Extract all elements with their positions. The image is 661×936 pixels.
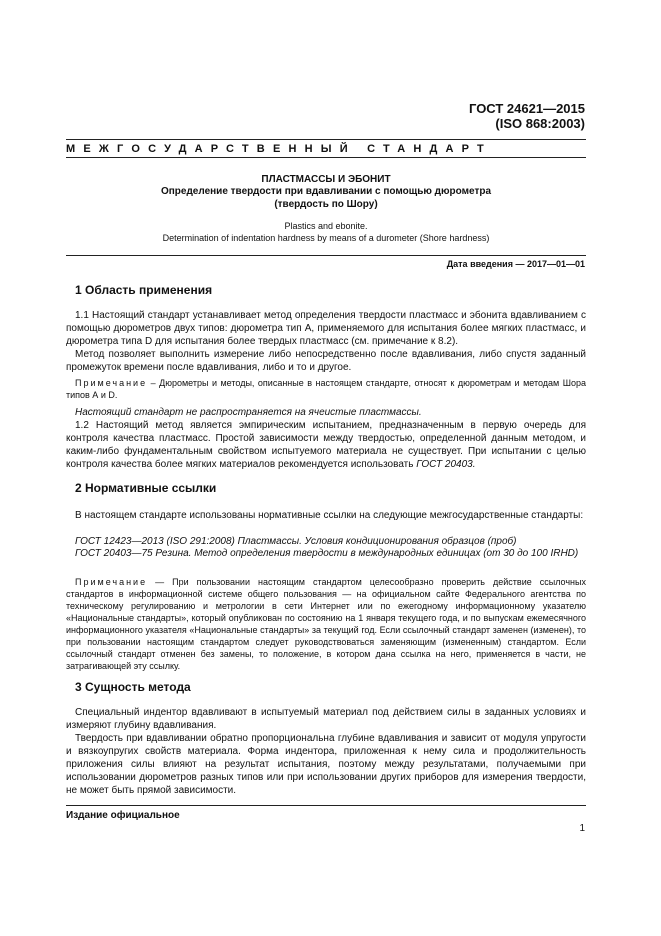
section-1-paragraph-1: 1.1 Настоящий стандарт устанавливает метод определения твердости пластмасс и эбонита вдавливанием с помощью дюрометров двух типов: дюрометра тип А, применяемого для испытания более мягких пластмасс, и дюрометра типа D для испытания более твердых пластмасс (см. примечание к 8.2).	[66, 310, 586, 347]
iso-number: (ISO 868:2003)	[495, 116, 585, 131]
section-2-paragraph-1: В настоящем стандарте использованы нормативные ссылки на следующие межгосударственные стандарты:	[75, 510, 584, 521]
date-rule	[66, 255, 586, 256]
document-title: ПЛАСТМАССЫ И ЭБОНИТ	[261, 174, 391, 185]
footer-rule	[66, 805, 586, 806]
section-1-note	[66, 377, 586, 401]
note-label: Примечание	[75, 577, 148, 587]
interstate-standard-label: МЕЖГОСУДАРСТВЕННЫЙ СТАНДАРТ	[66, 143, 492, 155]
section-3-paragraph-2: Твердость при вдавливании обратно пропорциональна глубине вдавливания и зависит от модуля упругости и вязкоупругих свойств материала. Форма индентора, приложенная к нему сила и продолжительность приложения силы влияют на результат испытания, поэтому между результатами, получаемыми при использовании дюрометров разных типов или при использовании других приборов для измерения твердости, не может быть прямой зависимости.	[66, 733, 586, 796]
subtitle-line-2: (твердость по Шору)	[274, 199, 378, 210]
section-3-paragraph-1: Специальный индентор вдавливают в испытуемый материал под действием силы в заданных условиях и измеряют глубину вдавливания.	[66, 707, 586, 731]
section-1-paragraph-3: Настоящий стандарт не распространяется на ячеистые пластмассы.	[75, 407, 422, 418]
english-title-line-2: Determination of indentation hardness by means of a durometer (Shore hardness)	[162, 233, 490, 243]
section-1-paragraph-2: Метод позволяет выполнить измерение либо непосредственно после вдавливания, либо спустя заданный промежуток времени после вдавливания, либо и то и другое.	[66, 349, 586, 373]
section-3-heading: 3 Сущность метода	[75, 680, 191, 694]
section-1-paragraph-4	[66, 419, 586, 471]
section-2-heading: 2 Нормативные ссылки	[75, 481, 217, 495]
header-rule-top	[66, 139, 586, 140]
standard-number: ГОСТ 24621—2015	[469, 101, 585, 116]
english-title	[66, 220, 586, 244]
section-1-heading: 1 Область применения	[75, 283, 213, 297]
standard-number-block	[469, 101, 585, 131]
paragraph-4-text: 1.2 Настоящий метод является эмпирическим испытанием, предназначенным в первую очередь для контроля качества пластмасс. Простой зависимости между твердостью, определенной данным методом, и каким-либо фундаментальным свойством испытуемого материала не существует. При испытании с целью контроля качества более мягких материалов рекомендуется использовать	[66, 420, 586, 470]
document-subtitle	[66, 185, 586, 211]
official-edition-label: Издание официальное	[66, 810, 180, 821]
date-of-introduction: Дата введения — 2017—01—01	[446, 259, 585, 269]
section-2-note	[66, 576, 586, 672]
section-2-reference-1: ГОСТ 12423—2013 (ISO 291:2008) Пластмассы. Условия кондиционирования образцов (проб)	[75, 536, 517, 547]
note-text: – Дюрометры и методы, описанные в настоящем стандарте, относят к дюрометрам и методам Шора типов А и D.	[66, 378, 586, 400]
subtitle-line-1: Определение твердости при вдавливании с помощью дюрометра	[160, 186, 492, 197]
header-rule-bottom	[66, 157, 586, 158]
note-text: — При пользовании настоящим стандартом целесообразно проверить действие ссылочных стандартов в информационной системе общего пользования — на официальном сайте Федерального агентства по техническому регулированию и метрологии в сети Интернет или по ежегодному информационному указателю «Национальные стандарты», который опубликован по состоянию на 1 января текущего года, и по выпускам ежемесячного информационного указателя «Национальные стандарты» за текущий год. Если ссылочный стандарт заменен (изменен), то при пользовании настоящим стандартом следует руководствоваться заменяющим (измененным) стандартом. Если ссылочный стандарт отменен без замены, то положение, в котором дана ссылка на него, применяется в части, не затрагивающей эту ссылку.	[66, 577, 586, 671]
section-2-reference-2: ГОСТ 20403—75 Резина. Метод определения твердости в международных единицах (от 30 до 100 IRHD)	[75, 548, 579, 559]
gost-20403-reference: ГОСТ 20403.	[416, 459, 476, 470]
english-title-line-1: Plastics and ebonite.	[284, 221, 368, 231]
note-label: Примечание	[75, 378, 148, 388]
page-number: 1	[579, 823, 585, 834]
